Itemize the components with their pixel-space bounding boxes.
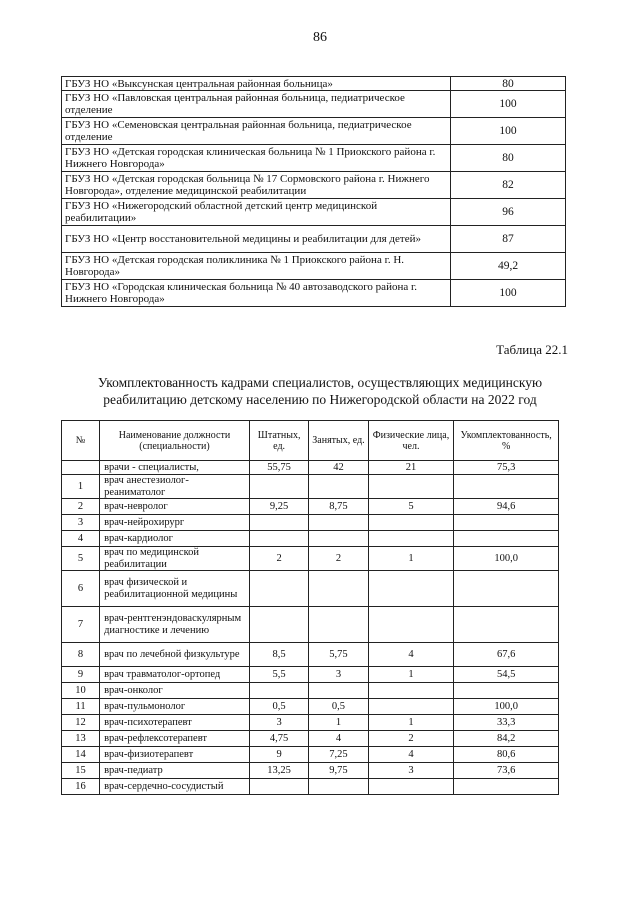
row-staffing: 84,2 [454, 731, 559, 747]
row-staffing [454, 531, 559, 547]
row-staff [249, 515, 308, 531]
row-num: 12 [62, 715, 100, 731]
row-occupied [309, 571, 368, 607]
row-position: врач-пульмонолог [100, 699, 250, 715]
table-row [62, 571, 559, 607]
row-individuals [368, 475, 454, 499]
hospital-name: ГБУЗ НО «Детская городская клиническая больница № 1 Приокского района г. Нижнего Новгорода» [62, 145, 451, 172]
hospital-value: 49,2 [451, 253, 566, 280]
hospital-name: ГБУЗ НО «Выксунская центральная районная больница» [62, 77, 451, 91]
row-individuals [368, 683, 454, 699]
row-staff [249, 607, 308, 643]
table-row [62, 461, 559, 475]
table-row [62, 779, 559, 795]
hospital-value: 82 [451, 172, 566, 199]
hospital-table [61, 76, 566, 307]
row-staff: 9,25 [249, 499, 308, 515]
table-row [62, 683, 559, 699]
header-position: Наименование должности (специальности) [100, 421, 250, 461]
row-occupied: 0,5 [309, 699, 368, 715]
row-staff: 13,25 [249, 763, 308, 779]
row-occupied: 4 [309, 731, 368, 747]
table-row [62, 747, 559, 763]
hospital-value: 100 [451, 91, 566, 118]
hospital-row [62, 91, 566, 118]
row-occupied [309, 515, 368, 531]
table-row [62, 667, 559, 683]
row-num: 11 [62, 699, 100, 715]
row-num [62, 461, 100, 475]
table-row [62, 763, 559, 779]
row-occupied: 5,75 [309, 643, 368, 667]
table-caption: Таблица 22.1 [496, 342, 568, 357]
row-num: 2 [62, 499, 100, 515]
row-individuals: 4 [368, 643, 454, 667]
row-position: врач-невролог [100, 499, 250, 515]
table-row [62, 531, 559, 547]
row-staffing [454, 571, 559, 607]
row-position: врач по медицинской реабилитации [100, 547, 250, 571]
row-occupied [309, 683, 368, 699]
row-position: врач-физиотерапевт [100, 747, 250, 763]
row-staffing: 100,0 [454, 547, 559, 571]
row-staff [249, 531, 308, 547]
row-num: 9 [62, 667, 100, 683]
row-staffing [454, 515, 559, 531]
row-position: врач-нейрохирург [100, 515, 250, 531]
row-position: врачи - специалисты, [100, 461, 250, 475]
hospital-row [62, 172, 566, 199]
row-staff [249, 571, 308, 607]
row-position: врач-сердечно-сосудистый [100, 779, 250, 795]
row-individuals: 1 [368, 547, 454, 571]
table-row [62, 715, 559, 731]
hospital-value: 80 [451, 145, 566, 172]
row-position: врач-психотерапевт [100, 715, 250, 731]
row-staffing [454, 475, 559, 499]
row-individuals: 1 [368, 715, 454, 731]
row-position: врач-онколог [100, 683, 250, 699]
hospital-table-body [62, 77, 566, 307]
row-staff: 3 [249, 715, 308, 731]
row-individuals: 21 [368, 461, 454, 475]
row-num: 7 [62, 607, 100, 643]
header-staff: Штатных, ед. [249, 421, 308, 461]
row-num: 1 [62, 475, 100, 499]
header-staffing: Укомплектованность, % [454, 421, 559, 461]
header-num: № [62, 421, 100, 461]
row-num: 15 [62, 763, 100, 779]
row-occupied [309, 531, 368, 547]
row-num: 4 [62, 531, 100, 547]
hospital-name: ГБУЗ НО «Детская городская поликлиника № 1 Приокского района г. Н. Новгорода» [62, 253, 451, 280]
row-occupied: 8,75 [309, 499, 368, 515]
row-num: 16 [62, 779, 100, 795]
hospital-value: 100 [451, 118, 566, 145]
row-staff: 8,5 [249, 643, 308, 667]
row-staff [249, 683, 308, 699]
row-occupied: 9,75 [309, 763, 368, 779]
table-row [62, 731, 559, 747]
hospital-value: 96 [451, 199, 566, 226]
row-num: 3 [62, 515, 100, 531]
header-individuals: Физические лица, чел. [368, 421, 454, 461]
staffing-table [61, 420, 559, 795]
row-individuals: 3 [368, 763, 454, 779]
table-row [62, 515, 559, 531]
table-row [62, 499, 559, 515]
table-row [62, 643, 559, 667]
row-occupied: 3 [309, 667, 368, 683]
row-individuals [368, 699, 454, 715]
row-individuals: 5 [368, 499, 454, 515]
row-individuals: 1 [368, 667, 454, 683]
row-staffing: 100,0 [454, 699, 559, 715]
row-individuals: 2 [368, 731, 454, 747]
row-staff: 0,5 [249, 699, 308, 715]
page-number: 86 [313, 30, 327, 45]
row-staff: 5,5 [249, 667, 308, 683]
hospital-value: 80 [451, 77, 566, 91]
row-individuals [368, 607, 454, 643]
table-title: Укомплектованность кадрами специалистов, осуществляющих медицинскую реабилитацию детскому населению по Нижегородской области на 2022 год [97, 375, 543, 407]
hospital-value: 87 [451, 226, 566, 253]
row-individuals [368, 571, 454, 607]
row-staff [249, 475, 308, 499]
row-position: врач анестезиолог-реаниматолог [100, 475, 250, 499]
row-staffing [454, 683, 559, 699]
row-num: 10 [62, 683, 100, 699]
row-staffing: 75,3 [454, 461, 559, 475]
table-row [62, 607, 559, 643]
hospital-name: ГБУЗ НО «Городская клиническая больница № 40 автозаводского района г. Нижнего Новгорода» [62, 280, 451, 307]
row-occupied: 7,25 [309, 747, 368, 763]
row-staffing: 73,6 [454, 763, 559, 779]
row-position: врач-кардиолог [100, 531, 250, 547]
row-staffing: 80,6 [454, 747, 559, 763]
hospital-row [62, 199, 566, 226]
row-staff: 4,75 [249, 731, 308, 747]
hospital-row [62, 253, 566, 280]
table-row [62, 475, 559, 499]
hospital-name: ГБУЗ НО «Павловская центральная районная больница, педиатрическое отделение [62, 91, 451, 118]
row-occupied: 42 [309, 461, 368, 475]
row-occupied: 2 [309, 547, 368, 571]
row-occupied [309, 475, 368, 499]
hospital-row [62, 145, 566, 172]
hospital-row [62, 226, 566, 253]
staffing-table-body [62, 461, 559, 795]
header-occupied: Занятых, ед. [309, 421, 368, 461]
hospital-name: ГБУЗ НО «Детская городская больница № 17 Сормовского района г. Нижнего Новгорода», отделение медицинской реабилитации [62, 172, 451, 199]
hospital-row [62, 118, 566, 145]
row-position: врач-педиатр [100, 763, 250, 779]
row-staff: 2 [249, 547, 308, 571]
hospital-row [62, 280, 566, 307]
row-staff: 55,75 [249, 461, 308, 475]
table-row [62, 547, 559, 571]
row-staffing: 54,5 [454, 667, 559, 683]
row-staff [249, 779, 308, 795]
row-staffing [454, 779, 559, 795]
row-occupied: 1 [309, 715, 368, 731]
row-staffing: 67,6 [454, 643, 559, 667]
row-position: врач травматолог-ортопед [100, 667, 250, 683]
table-row [62, 699, 559, 715]
staffing-table-header [62, 421, 559, 461]
row-occupied [309, 607, 368, 643]
row-num: 6 [62, 571, 100, 607]
row-individuals [368, 779, 454, 795]
row-staffing: 94,6 [454, 499, 559, 515]
row-position: врач-рентгенэндоваскулярным диагностике и лечению [100, 607, 250, 643]
hospital-row [62, 77, 566, 91]
hospital-name: ГБУЗ НО «Центр восстановительной медицины и реабилитации для детей» [62, 226, 451, 253]
row-position: врач по лечебной физкультуре [100, 643, 250, 667]
row-staffing: 33,3 [454, 715, 559, 731]
row-occupied [309, 779, 368, 795]
row-staffing [454, 607, 559, 643]
row-num: 14 [62, 747, 100, 763]
row-position: врач физической и реабилитационной медицины [100, 571, 250, 607]
hospital-name: ГБУЗ НО «Семеновская центральная районная больница, педиатрическое отделение [62, 118, 451, 145]
row-num: 5 [62, 547, 100, 571]
row-position: врач-рефлексотерапевт [100, 731, 250, 747]
row-individuals: 4 [368, 747, 454, 763]
row-num: 8 [62, 643, 100, 667]
row-num: 13 [62, 731, 100, 747]
hospital-name: ГБУЗ НО «Нижегородский областной детский центр медицинской реабилитации» [62, 199, 451, 226]
row-staff: 9 [249, 747, 308, 763]
hospital-value: 100 [451, 280, 566, 307]
row-individuals [368, 531, 454, 547]
row-individuals [368, 515, 454, 531]
